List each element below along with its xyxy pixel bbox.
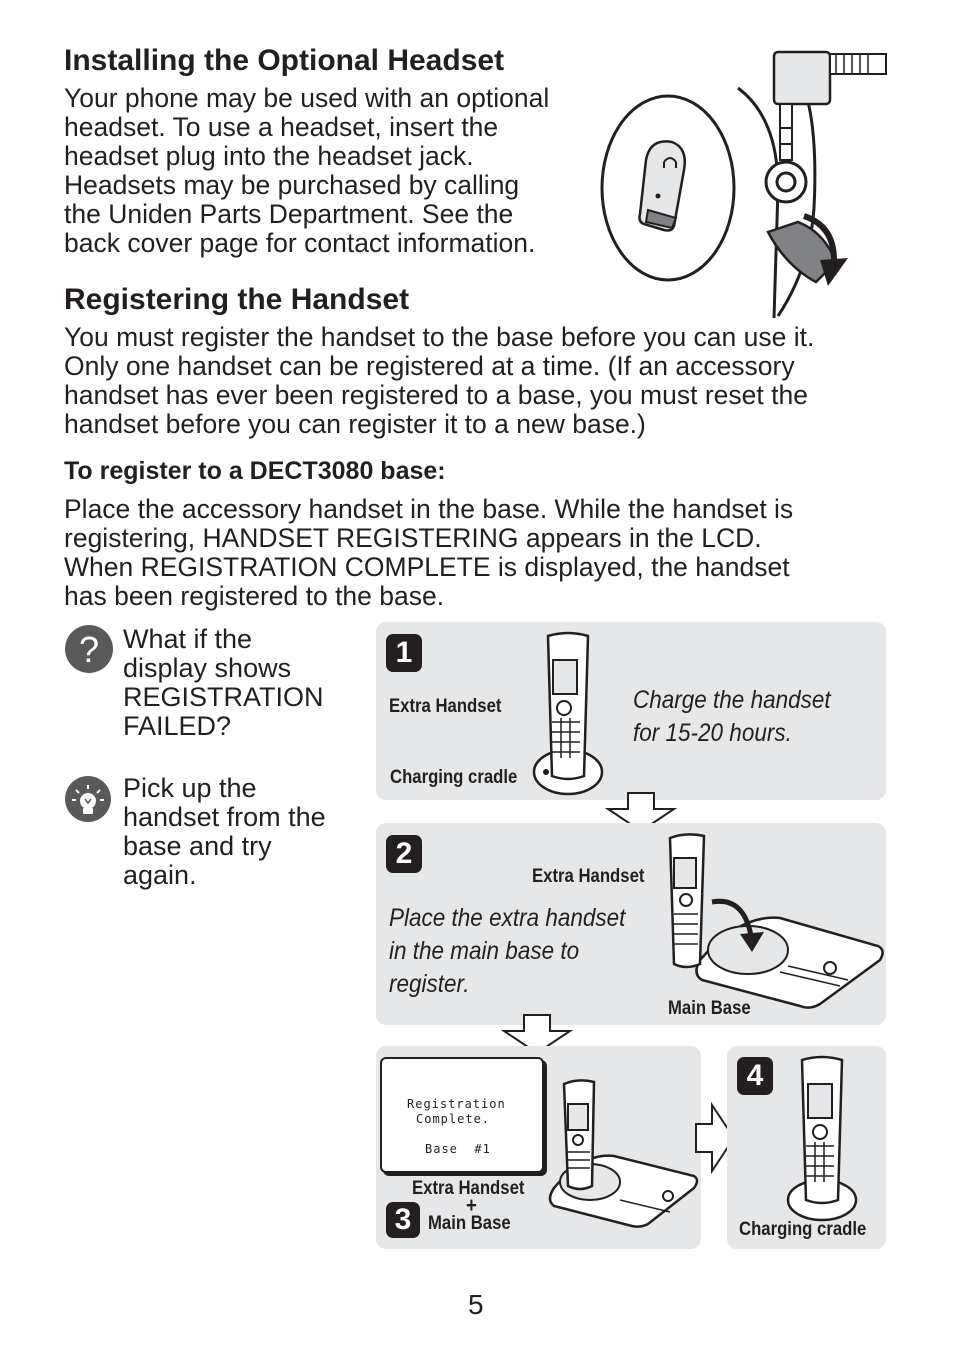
step-4-handset-illustration <box>784 1054 860 1224</box>
register-subtitle: To register to a DECT3080 base: <box>64 457 446 485</box>
lcd-line-2: Complete. <box>416 1112 491 1126</box>
register-title: Registering the Handset <box>64 283 410 316</box>
headset-jack-illustration <box>598 48 890 320</box>
step-2-handset-label: Extra Handset <box>532 866 645 887</box>
headset-body: Your phone may be used with an optional headset. To use a headset, insert the headset plug into the headset jack. Headsets may be purchased by calling the Uniden Parts Department. See the back cover page for contact information. <box>64 83 550 258</box>
question-icon <box>64 624 114 674</box>
page-number: 5 <box>468 1289 484 1320</box>
lightbulb-icon <box>64 775 112 823</box>
step-4-number: 4 <box>737 1057 773 1095</box>
register-steps-text: Place the accessory handset in the base. While the handset is registering, HANDSET REGISTERING appears in the LCD. When REGISTRATION COMPLETE is displayed, the handset has been registered to the base. <box>64 494 794 611</box>
step-3-base-label: Main Base <box>428 1213 511 1234</box>
step-1-handset-illustration <box>528 630 604 798</box>
step-2-number: 2 <box>386 835 422 873</box>
step-2-base-illustration <box>660 830 886 1020</box>
step-4-cradle-label: Charging cradle <box>739 1219 867 1240</box>
lcd-line-1: Registration <box>407 1097 506 1111</box>
step-1-cradle-label: Charging cradle <box>390 767 518 788</box>
step-3-number: 3 <box>386 1202 420 1238</box>
step-1-instruction: Charge the handset for 15-20 hours. <box>633 686 831 747</box>
headset-title: Installing the Optional Headset <box>64 44 505 77</box>
tip-question: What if the display shows REGISTRATION FAILED? <box>123 624 324 741</box>
step-3-handset-label: Extra Handset <box>412 1178 525 1199</box>
step-2-base-label: Main Base <box>668 998 751 1019</box>
step-1-handset-label: Extra Handset <box>389 696 502 717</box>
register-body: You must register the handset to the base before you can use it. Only one handset can be registered at a time. (If an accessory handset has ever been registered to a base, you must reset the handset before you can register it to a new base.) <box>64 322 815 439</box>
tip-answer: Pick up the handset from the base and try again. <box>123 773 326 890</box>
step-3-plus: + <box>466 1194 477 1217</box>
step-2-instruction: Place the extra handset in the main base to register. <box>389 904 626 998</box>
svg-text:?: ? <box>78 629 100 670</box>
step-3-base-illustration <box>540 1078 700 1238</box>
lcd-line-3: Base #1 <box>425 1142 491 1156</box>
step-1-number: 1 <box>386 634 422 672</box>
